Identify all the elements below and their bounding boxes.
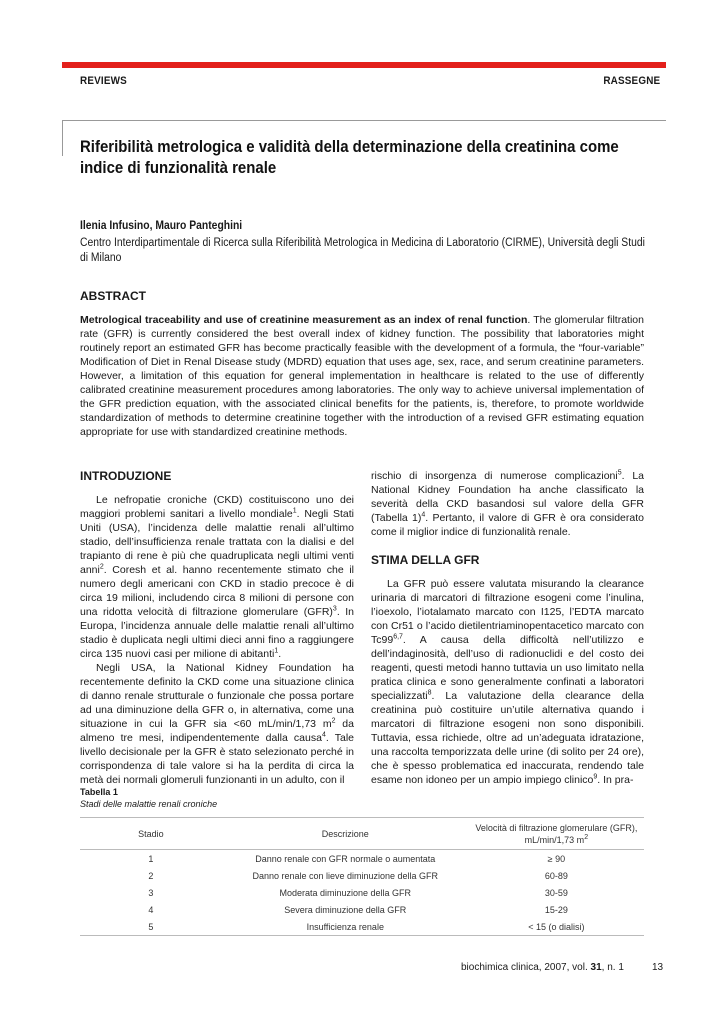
title-rule-horizontal — [62, 120, 666, 121]
abstract-heading: ABSTRACT — [80, 289, 146, 303]
column-right — [371, 469, 644, 787]
header-gfr: Velocità di filtrazione glomerulare (GFR), mL/min/1,73 $m^2$ — [469, 818, 644, 850]
header-accent-bar — [62, 62, 666, 68]
intro-paragraph-2: Negli USA, la National Kidney Foundation ha recentemente definito la CKD come una situazione clinica di danno renale strutturale o funzionale che possa portare ad una diminuzione della GFR o, in alternativa, come una situazione in cui la GFR sia <60 mL/min/1,73 $m^2$ da almeno tre mesi, indipendentemente dalla causa$^4$. Tale livello decisionale per la GFR è stato selezionato perché in corrispondenza di tale valore si ha la perdita di circa la metà dei normali glomeruli funzionanti in un adulto, con il — [80, 662, 354, 786]
table-row: 1 Danno renale con GFR normale o aumentata ≥ 90 — [148, 853, 566, 864]
journal-citation: biochimica clinica, 2007, vol. 31, n. 1 — [461, 962, 624, 973]
table-row: 5 Insufficienza renale < 15 (o dialisi) — [80, 918, 644, 936]
table-caption — [80, 786, 217, 810]
table-subtitle: Stadi delle malattie renali croniche — [80, 799, 218, 809]
section-label-reviews: REVIEWS — [80, 75, 127, 87]
table-header-row — [80, 818, 644, 850]
intro-paragraph-3: rischio di insorgenza di numerose complicazioni$^5$. La National Kidney Foundation ha anche classificato la severità della CKD basandosi sul valore della GFR (Tabella 1)$^4$. Pertanto, il valore di GFR è ora considerato come il miglior indice di funzionalità renale. — [371, 469, 645, 538]
affiliation: Centro Interdipartimentale di Ricerca sulla Riferibilità Metrologica in Medicina di Laboratorio (CIRME), Università degli Studi di Milano — [80, 237, 645, 264]
table-row: 4 Severa diminuzione della GFR 15-29 — [148, 904, 568, 915]
stima-heading: STIMA DELLA GFR — [371, 553, 480, 567]
stima-paragraph-1: La GFR può essere valutata misurando la clearance urinaria di marcatori di filtrazione esogeni come l’inulina, l’ioexolo, l’iotalamato marcato con I125, l’EDTA marcato con Cr51 o l’acido dietilentriaminopentacetico marcato con Tc99$^{6,7}$. A causa della difficoltà nell’utilizzo e dell’indaginosità, dell’uso di radionuclidi e del costo dei reagenti, questi metodi hanno tuttavia un uso limitato nella pratica clinica e sono generalmente confinati a laboratori specializzati$^8$. La valutazione della clearance della creatinina può costituire un’utile alternativa quando i marcatori di filtrazione esogeni non sono disponibili. Tuttavia, essa richiede, oltre ad un’adeguata idratazione, una raccolta temporizzata delle urine (di solito per 24 ore), che è spesso problematica ed inaccurata, rendendo tale esame non idoneo per un ampio impiego clinico$^9$. In pra- — [371, 578, 644, 786]
column-left — [80, 469, 354, 787]
table-label: Tabella 1 — [80, 787, 118, 797]
abstract-body — [80, 313, 644, 439]
ckd-stages-table — [80, 817, 644, 936]
article-title: Riferibilità metrologica e validità della determinazione della creatinina come indice di funzionalità renale — [80, 137, 619, 177]
authors: Ilenia Infusino, Mauro Panteghini — [80, 220, 243, 232]
intro-paragraph-1: Le nefropatie croniche (CKD) costituiscono uno dei maggiori problemi sanitari a livello mondiale$^1$. Negli Stati Uniti (USA), l’incidenza delle malattie renali all’ultimo stadio, dell’insufficienza renale trattata con la dialisi e del trapianto di rene è più che quadruplicata negli ultimi venti anni$^2$. Coresh et al. hanno recentemente stimato che il numero degli americani con CKD in stadio precoce è di circa 19 milioni, includendo circa 8 milioni di persone con una ridotta velocità di filtrazione glomerulare (GFR)$^3$. In Europa, l’incidenza annuale delle malattie renali all’ultimo stadio è duplicata negli ultimi dieci anni fino a raggiungere circa 135 nuovi casi per milione di abitanti$^1$. — [80, 494, 354, 660]
page-number: 13 — [652, 962, 664, 973]
abstract-text: . The glomerular filtration rate (GFR) is currently considered the best overall index of kidney function. The possibility that laboratories might routinely report an estimated GFR has become practically feasible with the development of a formula, the “four-variable” Modification of Diet in Renal Disease study (MDRD) equation that uses age, sex, race, and serum creatinine parameters. However, a limitation of this equation for general implementation in healthcare is related to the use of differently calibrated creatinine measurement procedures among laboratories. The only way to achieve universal implementation of the GFR prediction equation, with the associated clinical benefits for the patients, is, therefore, to promote worldwide standardization of methods to determine creatinine together with the introduction of a revised GFR estimating equation appropriate for use with standardized creatinine methods. — [80, 314, 644, 438]
abstract-title: Metrological traceability and use of creatinine measurement as an index of renal function — [80, 314, 528, 326]
title-rule-vertical — [62, 120, 63, 156]
intro-heading: INTRODUZIONE — [80, 469, 172, 483]
header-stadio: Stadio — [80, 818, 222, 850]
table-row: 3 Moderata diminuzione della GFR 30-59 — [148, 887, 568, 898]
section-label-rassegne: RASSEGNE — [602, 75, 660, 87]
header-descrizione: Descrizione — [222, 818, 469, 850]
table-row: 2 Danno renale con lieve diminuzione della GFR 60-89 — [148, 870, 568, 881]
